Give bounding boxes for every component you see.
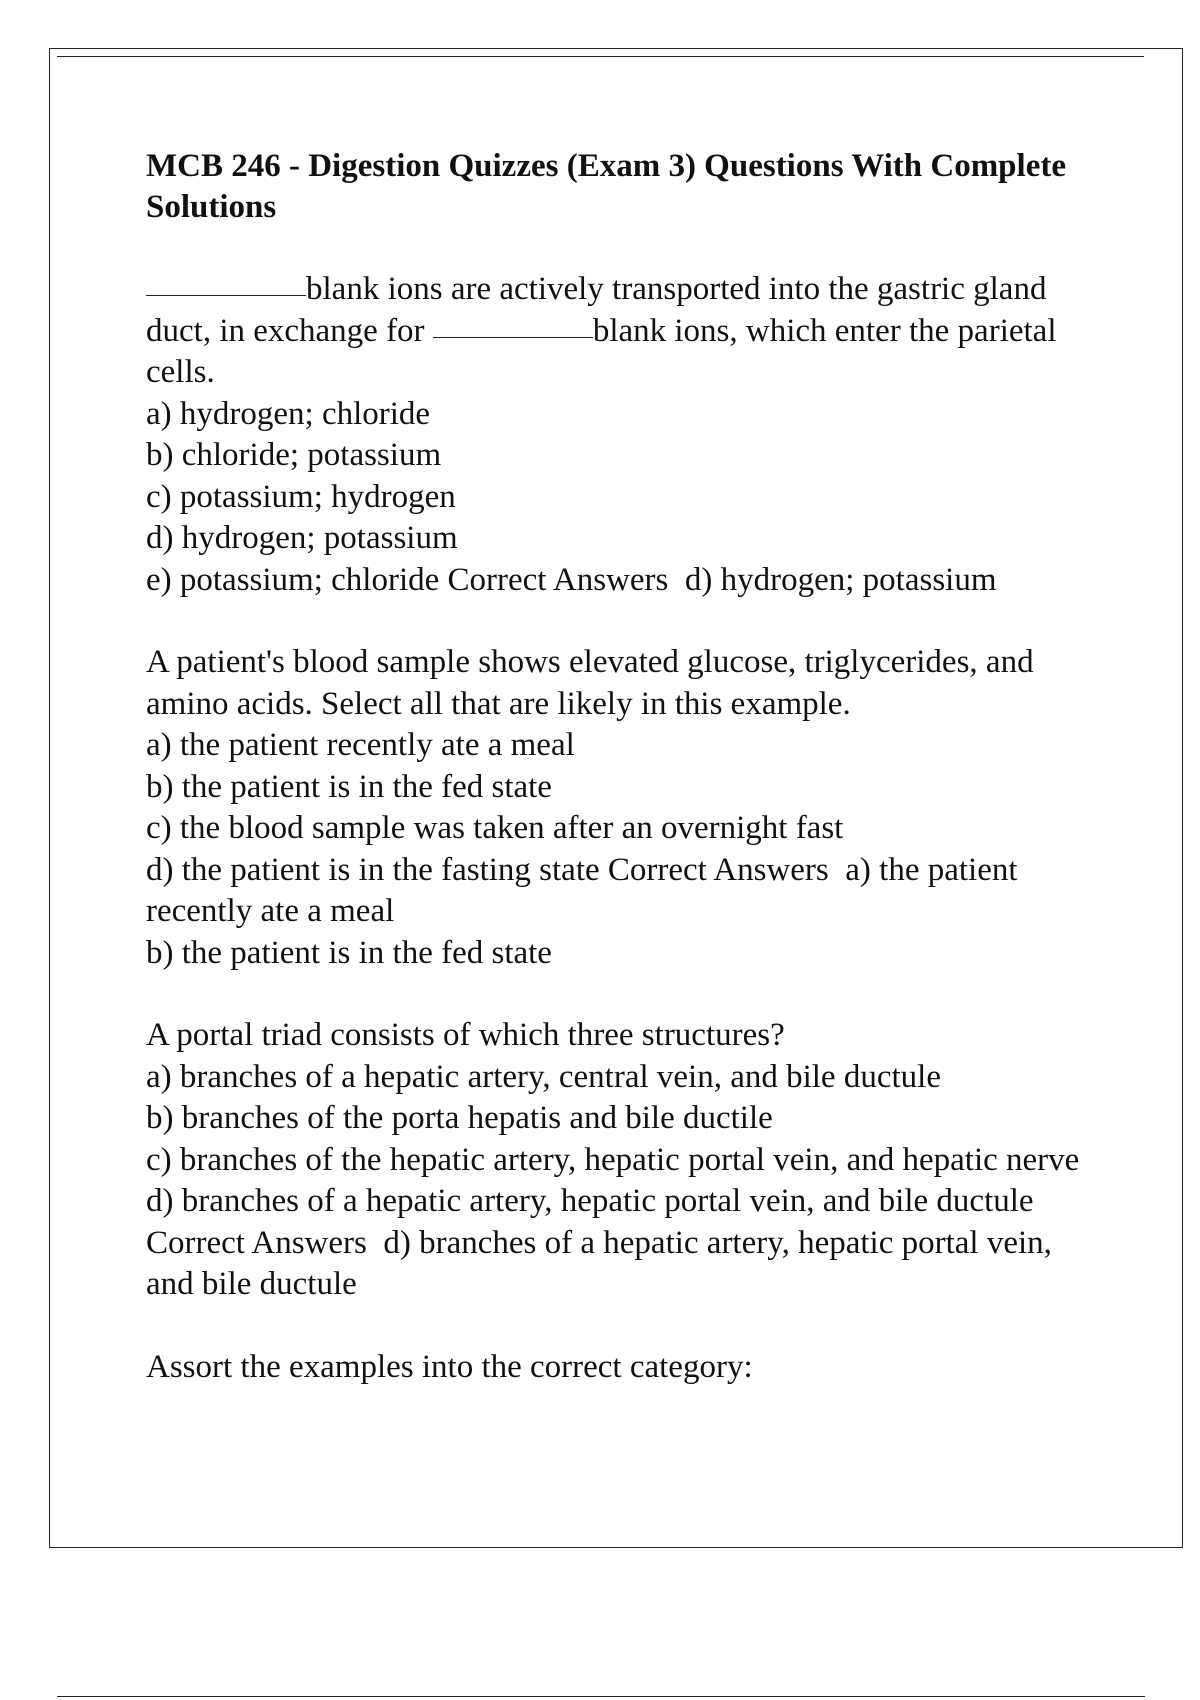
option-item: a) branches of a hepatic artery, central vein, and bile ductule xyxy=(146,1058,941,1095)
option-item-with-answer: d) the patient is in the fasting state Correct Answers a) the patient recently ate a meal xyxy=(146,851,1018,929)
option-item: c) potassium; hydrogen xyxy=(146,478,456,515)
question-1-options xyxy=(146,394,1106,602)
footer-rule xyxy=(57,1696,1145,1697)
question-4-stem: Assort the examples into the correct category: xyxy=(146,1348,753,1385)
correct-answer: a) the patient recently ate a meal xyxy=(146,851,1018,929)
question-4 xyxy=(146,1347,1106,1389)
question-1-stem: blank ions are actively transported into the gastric gland duct, in exchange for blank ions, which enter the parietal cells. xyxy=(146,271,1057,390)
question-2-stem: A patient's blood sample shows elevated glucose, triglycerides, and amino acids. Select all that are likely in this example. xyxy=(146,644,1034,722)
header-rule xyxy=(57,56,1144,57)
option-item: c) the blood sample was taken after an overnight fast xyxy=(146,810,844,846)
document-body xyxy=(146,146,1106,1429)
option-item: a) hydrogen; chloride xyxy=(146,395,431,432)
option-item: a) the patient recently ate a meal xyxy=(146,727,575,763)
correct-answer: d) hydrogen; potassium xyxy=(684,561,997,598)
option-item: c) branches of the hepatic artery, hepatic portal vein, and hepatic nerve xyxy=(146,1141,1080,1178)
answer-blank xyxy=(146,294,306,296)
option-item: b) chloride; potassium xyxy=(146,437,442,473)
question-3-stem: A portal triad consists of which three structures? xyxy=(146,1017,785,1053)
correct-answers-label: Correct Answers xyxy=(607,851,829,888)
option-item: d) hydrogen; potassium xyxy=(146,520,458,556)
option-item: b) the patient is in the fed state xyxy=(146,768,552,805)
correct-answers-label: Correct Answers xyxy=(146,1224,367,1261)
option-item-with-answer: e) potassium; chloride Correct Answers d) hydrogen; potassium xyxy=(146,561,997,598)
document-title: MCB 246 - Digestion Quizzes (Exam 3) Questions With Complete Solutions xyxy=(146,148,1066,225)
correct-answer-extra: b) the patient is in the fed state xyxy=(146,934,552,971)
option-item: b) branches of the porta hepatis and bile ductile xyxy=(146,1100,773,1136)
question-3-options xyxy=(146,1057,1106,1306)
correct-answer: d) branches of a hepatic artery, hepatic portal vein, and bile ductule xyxy=(146,1224,1052,1302)
question-2 xyxy=(146,642,1106,974)
question-2-options xyxy=(146,725,1106,974)
question-3 xyxy=(146,1015,1106,1306)
answer-blank xyxy=(433,336,593,338)
question-1 xyxy=(146,269,1106,601)
option-item-with-answer: d) branches of a hepatic artery, hepatic portal vein, and bile ductule Correct Answers d) branches of a hepatic artery, hepatic portal vein, and bile ductule xyxy=(146,1183,1052,1302)
correct-answers-label: Correct Answers xyxy=(447,561,669,598)
